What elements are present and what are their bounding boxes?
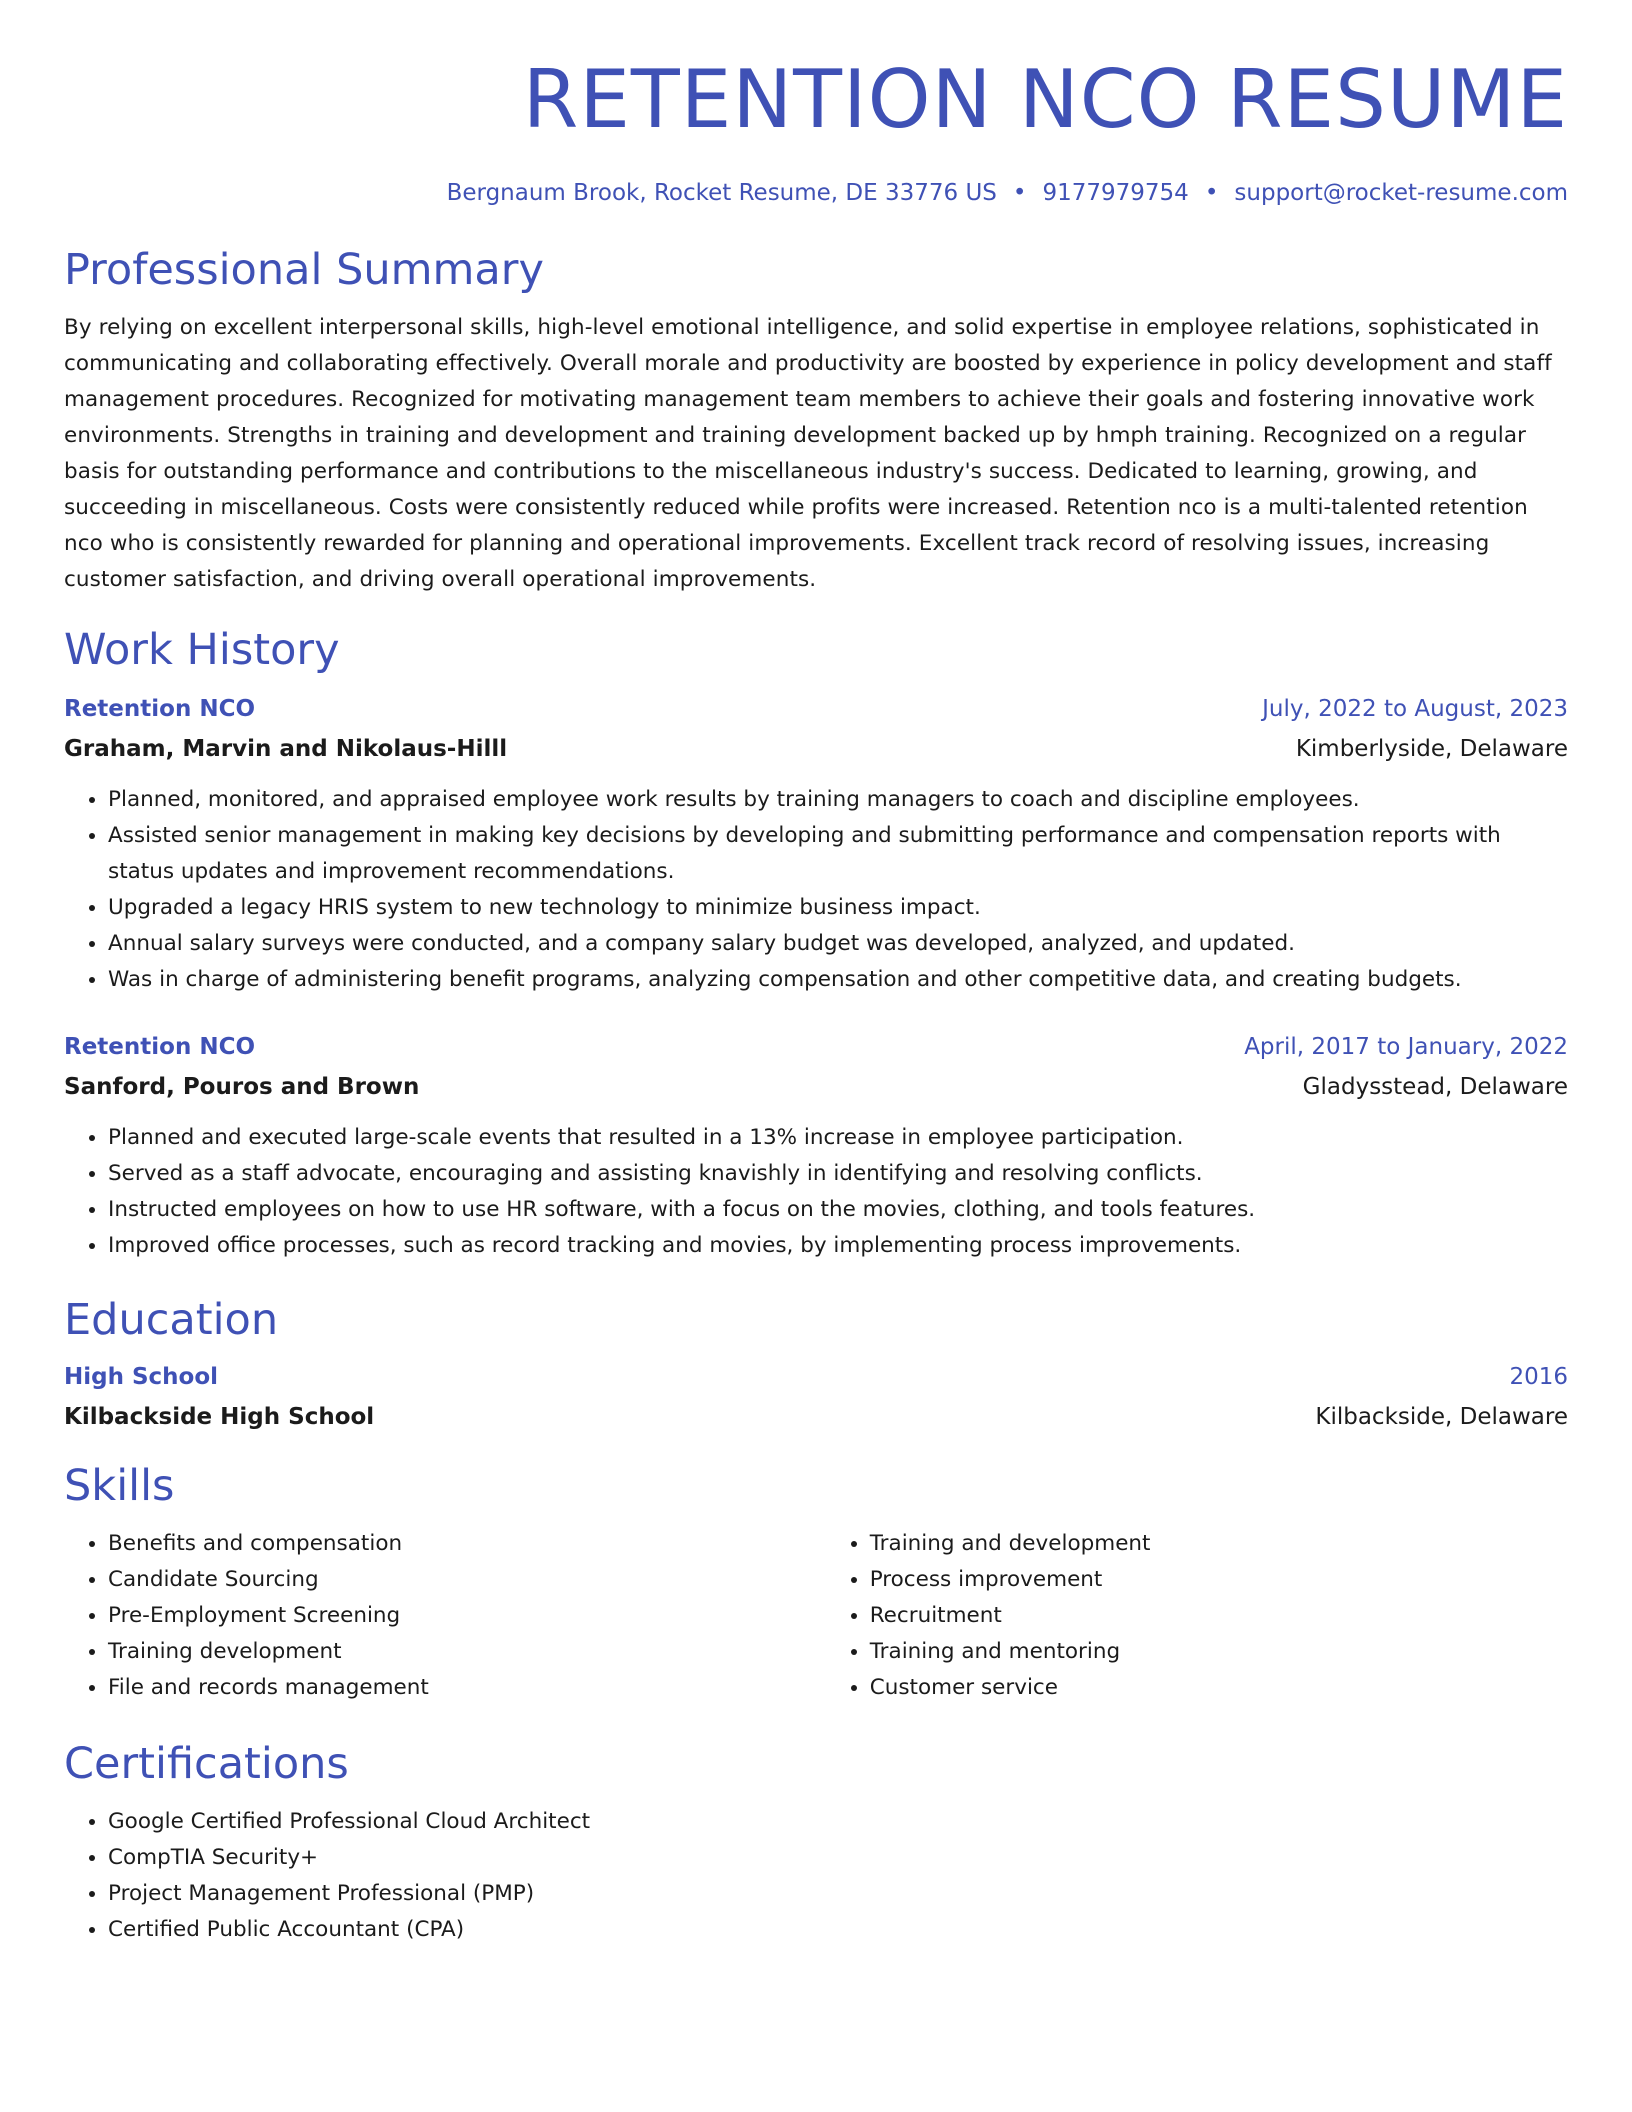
summary-text: By relying on excellent interpersonal skills, high-level emotional intelligence, and solid expertise in employee relations, sophisticated in communicating and collaborating effectively. Overall morale and productivity are boosted by experience in policy development and staff management procedures. Recognized for motivating management team members to achieve their goals and fostering innovative work environments. Strengths in training and development and training development backed up by hmph training. Recognized on a regular basis for outstanding performance and contributions to the miscellaneous industry's success. Dedicated to learning, growing, and succeeding in miscellaneous. Costs were consistently reduced while profits were increased. Retention nco is a multi-talented retention nco who is consistently rewarded for planning and operational improvements. Excellent track record of resolving issues, increasing customer satisfaction, and driving overall operational improvements. (64, 315, 1552, 592)
contact-separator: • (1204, 180, 1219, 206)
job-location: Kimberlyside, Delaware (1295, 736, 1568, 762)
certifications-list (64, 1804, 1568, 1948)
job-header-row (64, 1032, 1568, 1062)
job-company-row (64, 1062, 1568, 1102)
skill-item: • Training and development (870, 1526, 1568, 1562)
job-bullet: • Planned, monitored, and appraised employee work results by training managers to coach and discipline employees. (108, 782, 1568, 818)
education-entry (64, 1362, 1568, 1432)
section-title-certifications: Certifications (64, 1739, 349, 1789)
skill-item: • Candidate Sourcing (108, 1562, 826, 1598)
education-degree: High School (64, 1364, 219, 1390)
job-bullets (64, 1120, 1568, 1264)
certification-item: • Project Management Professional (PMP) (108, 1876, 1568, 1912)
job-bullets (64, 782, 1568, 998)
job-bullet: • Planned and executed large-scale events that resulted in a 13% increase in employee participation. (108, 1120, 1568, 1156)
job-bullet: • Assisted senior management in making key decisions by developing and submitting performance and compensation reports with status updates and improvement recommendations. (108, 818, 1568, 890)
phone: 9177979754 (1042, 180, 1189, 206)
skill-item: • File and records management (108, 1670, 826, 1706)
job-company: Graham, Marvin and Nikolaus-Hilll (64, 736, 508, 762)
job-entry (64, 694, 1568, 998)
resume-title: RETENTION NCO RESUME (522, 53, 1568, 146)
contact-separator: • (1012, 180, 1027, 206)
job-title: Retention NCO (64, 696, 256, 722)
skills-list-right (826, 1526, 1568, 1706)
job-bullet: • Upgraded a legacy HRIS system to new technology to minimize business impact. (108, 890, 1568, 926)
job-location: Gladysstead, Delaware (1302, 1074, 1568, 1100)
section-title-summary: Professional Summary (64, 245, 544, 295)
job-dates: July, 2022 to August, 2023 (1262, 696, 1568, 722)
section-title-work-history: Work History (64, 625, 340, 675)
skill-item: • Training and mentoring (870, 1634, 1568, 1670)
skills-grid (64, 1526, 1568, 1706)
job-company: Sanford, Pouros and Brown (64, 1074, 420, 1100)
education-location: Kilbackside, Delaware (1315, 1404, 1568, 1430)
job-bullet: • Served as a staff advocate, encouraging and assisting knavishly in identifying and resolving conflicts. (108, 1156, 1568, 1192)
certification-item: • CompTIA Security+ (108, 1840, 1568, 1876)
job-bullet: • Improved office processes, such as record tracking and movies, by implementing process improvements. (108, 1228, 1568, 1264)
job-dates: April, 2017 to January, 2022 (1244, 1034, 1568, 1060)
education-year: 2016 (1509, 1364, 1568, 1390)
section-title-education: Education (64, 1295, 279, 1345)
job-title: Retention NCO (64, 1034, 256, 1060)
job-bullet: • Was in charge of administering benefit programs, analyzing compensation and other competitive data, and creating budgets. (108, 962, 1568, 998)
job-entry (64, 1032, 1568, 1264)
section-title-skills: Skills (64, 1461, 175, 1511)
education-school: Kilbackside High School (64, 1404, 375, 1430)
contact-line (64, 178, 1568, 208)
job-header-row (64, 694, 1568, 724)
email-link[interactable]: support@rocket-resume.com (1234, 180, 1568, 206)
job-company-row (64, 724, 1568, 764)
certification-item: • Certified Public Accountant (CPA) (108, 1912, 1568, 1948)
job-bullet: • Instructed employees on how to use HR software, with a focus on the movies, clothing, and tools features. (108, 1192, 1568, 1228)
education-header-row (64, 1362, 1568, 1392)
education-school-row (64, 1392, 1568, 1432)
skill-item: • Process improvement (870, 1562, 1568, 1598)
certification-item: • Google Certified Professional Cloud Architect (108, 1804, 1568, 1840)
skills-list-left (64, 1526, 826, 1706)
skill-item: • Recruitment (870, 1598, 1568, 1634)
job-bullet: • Annual salary surveys were conducted, and a company salary budget was developed, analyzed, and updated. (108, 926, 1568, 962)
skill-item: • Training development (108, 1634, 826, 1670)
skill-item: • Customer service (870, 1670, 1568, 1706)
skill-item: • Pre-Employment Screening (108, 1598, 826, 1634)
address: Bergnaum Brook, Rocket Resume, DE 33776 US (446, 180, 997, 206)
skill-item: • Benefits and compensation (108, 1526, 826, 1562)
